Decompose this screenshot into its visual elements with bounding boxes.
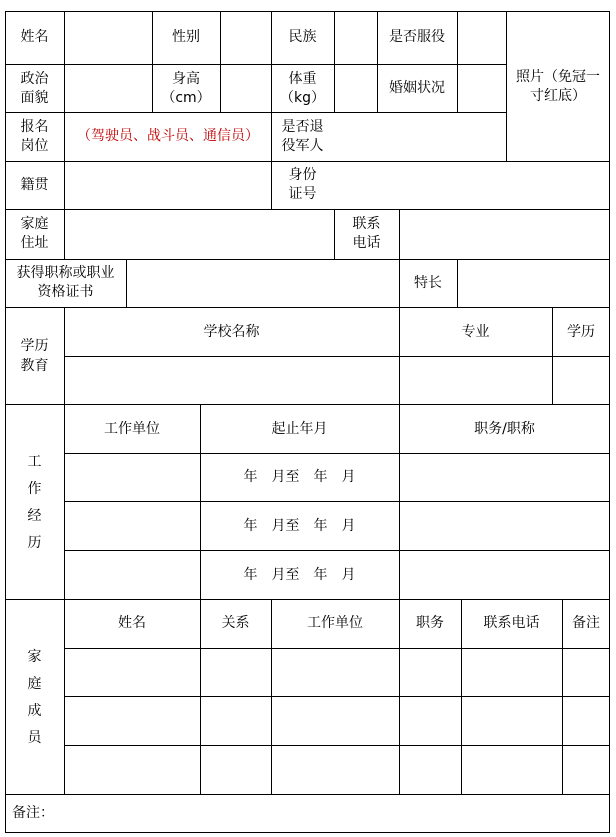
education-label-line1: 学历 — [20, 338, 49, 354]
job-title-field[interactable] — [400, 502, 609, 550]
ethnicity-label: 民族 — [288, 29, 317, 45]
work-label-char: 工 — [27, 454, 42, 470]
weight-field[interactable] — [335, 65, 377, 112]
political-field[interactable] — [65, 65, 152, 112]
height-label-line2: （cm） — [161, 90, 211, 106]
school-name-header: 学校名称 — [203, 324, 260, 340]
registration-form — [5, 11, 610, 833]
h-line — [5, 599, 610, 600]
job-title-header: 职务/职称 — [474, 421, 535, 437]
degree-header: 学历 — [567, 324, 595, 340]
certificate-label-line2: 资格证书 — [37, 284, 94, 300]
certificate-field[interactable] — [127, 260, 399, 307]
gender-label: 性别 — [172, 29, 200, 45]
major-field[interactable] — [400, 357, 552, 404]
gender-field[interactable] — [221, 12, 271, 64]
family-note-header: 备注 — [572, 615, 600, 631]
address-label-line1: 家庭 — [20, 216, 49, 232]
address-label-line2: 住址 — [20, 235, 49, 251]
family-row[interactable] — [65, 649, 609, 696]
veteran-label-line1: 是否退 — [281, 119, 324, 135]
marital-field[interactable] — [458, 65, 506, 112]
veteran-field[interactable] — [335, 113, 506, 161]
phone-label-line2: 电话 — [352, 235, 381, 251]
name-label: 姓名 — [20, 29, 49, 45]
work-label-char: 作 — [27, 481, 42, 497]
h-line — [5, 307, 610, 308]
degree-field[interactable] — [553, 357, 609, 404]
major-header: 专业 — [461, 324, 490, 340]
family-employer-header: 工作单位 — [307, 615, 363, 631]
certificate-label-line1: 获得职称或职业 — [16, 265, 115, 281]
id-number-field[interactable] — [335, 162, 609, 209]
family-position-header: 职务 — [416, 615, 444, 631]
period-field[interactable]: 年 月至 年 月 — [243, 518, 356, 534]
family-label-char: 员 — [27, 730, 42, 746]
marital-label: 婚姻状况 — [389, 80, 445, 96]
native-place-field[interactable] — [65, 162, 271, 209]
address-field[interactable] — [65, 210, 334, 259]
family-label-char: 庭 — [27, 676, 42, 692]
served-label: 是否服役 — [389, 29, 445, 45]
weight-label-line2: （kg） — [280, 90, 325, 106]
h-line — [5, 404, 610, 405]
political-label-line2: 面貌 — [20, 90, 49, 106]
position-label-line1: 报名 — [20, 119, 49, 135]
family-label-char: 成 — [27, 703, 42, 719]
phone-field[interactable] — [400, 210, 609, 259]
employer-field[interactable] — [65, 502, 200, 550]
work-label-char: 经 — [27, 508, 42, 524]
weight-label-line1: 体重 — [288, 71, 317, 87]
name-field[interactable] — [65, 12, 152, 64]
ethnicity-field[interactable] — [335, 12, 377, 64]
employer-field[interactable] — [65, 454, 200, 501]
id-number-label-line1: 身份 — [288, 167, 317, 183]
served-field[interactable] — [458, 12, 506, 64]
id-number-label-line2: 证号 — [288, 186, 317, 202]
employer-header: 工作单位 — [104, 421, 160, 437]
employer-field[interactable] — [65, 551, 200, 599]
height-label-line1: 身高 — [172, 71, 200, 87]
specialty-field[interactable] — [458, 260, 609, 307]
specialty-label: 特长 — [414, 275, 442, 291]
work-label-char: 历 — [27, 535, 42, 551]
family-label-char: 家 — [27, 649, 42, 665]
job-title-field[interactable] — [400, 454, 609, 501]
family-name-header: 姓名 — [118, 615, 146, 631]
h-line-bottom — [5, 832, 610, 833]
period-field[interactable]: 年 月至 年 月 — [243, 567, 356, 583]
position-label-line2: 岗位 — [20, 138, 49, 154]
position-options[interactable]: （驾驶员、战斗员、通信员） — [77, 128, 259, 144]
height-field[interactable] — [221, 65, 271, 112]
remarks-field[interactable] — [65, 795, 609, 832]
period-field[interactable]: 年 月至 年 月 — [243, 469, 356, 485]
remarks-label: 备注： — [12, 805, 54, 821]
phone-label-line1: 联系 — [352, 216, 381, 232]
political-label-line1: 政治 — [20, 71, 49, 87]
photo-label-line2: 寸红底） — [530, 88, 586, 104]
family-row[interactable] — [65, 697, 609, 745]
family-row[interactable] — [65, 746, 609, 794]
period-header: 起止年月 — [271, 421, 328, 437]
family-phone-header: 联系电话 — [483, 615, 540, 631]
education-label-line2: 教育 — [20, 358, 49, 374]
photo-label-line1: 照片（免冠一 — [516, 69, 600, 85]
family-relation-header: 关系 — [221, 615, 250, 631]
school-name-field[interactable] — [65, 357, 399, 404]
veteran-label-line2: 役军人 — [281, 138, 324, 154]
job-title-field[interactable] — [400, 551, 609, 599]
native-place-label: 籍贯 — [20, 177, 49, 193]
